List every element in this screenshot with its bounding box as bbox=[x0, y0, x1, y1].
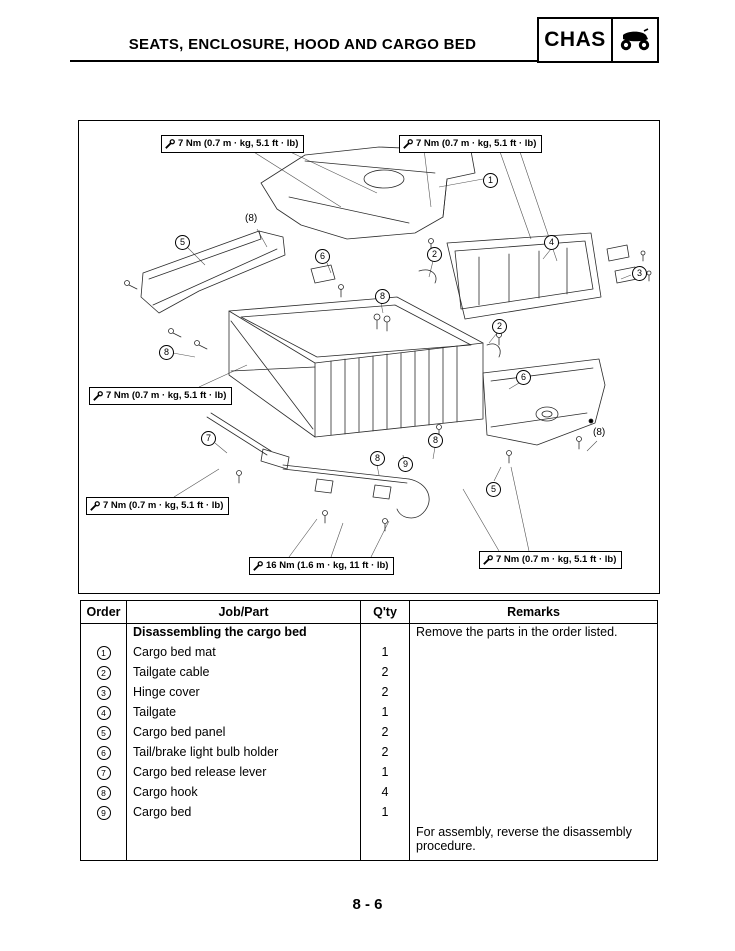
torque-value: 7 Nm (0.7 m · kg, 5.1 ft · lb) bbox=[106, 390, 227, 401]
table-row bbox=[81, 724, 658, 744]
table-row bbox=[81, 804, 658, 824]
qty-cell: 2 bbox=[361, 744, 410, 764]
job-cell: Tail/brake light bulb holder bbox=[127, 744, 361, 764]
col-header-order: Order bbox=[81, 601, 127, 624]
table-row bbox=[81, 784, 658, 804]
order-badge: 4 bbox=[97, 706, 111, 720]
torque-label-bottom-right bbox=[479, 551, 622, 569]
order-badge: 2 bbox=[97, 666, 111, 680]
torque-wrench-icon bbox=[92, 391, 103, 402]
callout-8: 8 bbox=[159, 345, 174, 360]
job-cell: Cargo hook bbox=[127, 784, 361, 804]
callout-8: 8 bbox=[370, 451, 385, 466]
job-cell: Tailgate cable bbox=[127, 664, 361, 684]
torque-value: 16 Nm (1.6 m · kg, 11 ft · lb) bbox=[266, 560, 389, 571]
chassis-icon bbox=[611, 19, 657, 61]
qty-cell: 2 bbox=[361, 664, 410, 684]
qty-cell: 1 bbox=[361, 704, 410, 724]
torque-label-mid-left bbox=[89, 387, 232, 405]
torque-value: 7 Nm (0.7 m · kg, 5.1 ft · lb) bbox=[103, 500, 224, 511]
col-header-qty: Q'ty bbox=[361, 601, 410, 624]
exploded-diagram-frame bbox=[78, 120, 660, 594]
col-header-remarks: Remarks bbox=[410, 601, 658, 624]
job-cell: Cargo bed bbox=[127, 804, 361, 824]
callout-8: 8 bbox=[428, 433, 443, 448]
callout-5: 5 bbox=[175, 235, 190, 250]
job-cell: Cargo bed release lever bbox=[127, 764, 361, 784]
torque-value: 7 Nm (0.7 m · kg, 5.1 ft · lb) bbox=[178, 138, 299, 149]
qty-cell: 2 bbox=[361, 724, 410, 744]
order-badge: 7 bbox=[97, 766, 111, 780]
callout-6: 6 bbox=[315, 249, 330, 264]
callout-3: 3 bbox=[632, 266, 647, 281]
job-cell: Cargo bed panel bbox=[127, 724, 361, 744]
callout-2: 2 bbox=[427, 247, 442, 262]
count-label-8: (8) bbox=[245, 213, 258, 224]
order-badge: 5 bbox=[97, 726, 111, 740]
callout-1: 1 bbox=[483, 173, 498, 188]
callout-7: 7 bbox=[201, 431, 216, 446]
chapter-box bbox=[537, 17, 659, 63]
chapter-label: CHAS bbox=[544, 28, 606, 51]
order-badge: 1 bbox=[97, 646, 111, 660]
torque-wrench-icon bbox=[482, 555, 493, 566]
table-footer-row bbox=[81, 824, 658, 861]
section-remark: Remove the parts in the order listed. bbox=[410, 624, 658, 645]
col-header-job: Job/Part bbox=[127, 601, 361, 624]
job-cell: Cargo bed mat bbox=[127, 644, 361, 664]
job-cell: Hinge cover bbox=[127, 684, 361, 704]
callout-6: 6 bbox=[516, 370, 531, 385]
torque-value: 7 Nm (0.7 m · kg, 5.1 ft · lb) bbox=[496, 554, 617, 565]
qty-cell: 1 bbox=[361, 644, 410, 664]
table-row bbox=[81, 764, 658, 784]
page-number: 8 - 6 bbox=[352, 896, 383, 913]
torque-label-top-left bbox=[161, 135, 304, 153]
torque-value: 7 Nm (0.7 m · kg, 5.1 ft · lb) bbox=[416, 138, 537, 149]
page-title: SEATS, ENCLOSURE, HOOD AND CARGO BED bbox=[128, 36, 477, 53]
exploded-diagram-art bbox=[125, 147, 652, 531]
table-row bbox=[81, 744, 658, 764]
order-badge: 9 bbox=[97, 806, 111, 820]
qty-cell: 2 bbox=[361, 684, 410, 704]
table-row bbox=[81, 704, 658, 724]
order-badge: 6 bbox=[97, 746, 111, 760]
parts-table bbox=[80, 600, 658, 861]
callout-2: 2 bbox=[492, 319, 507, 334]
callout-5: 5 bbox=[486, 482, 501, 497]
qty-cell: 4 bbox=[361, 784, 410, 804]
table-row bbox=[81, 664, 658, 684]
table-row bbox=[81, 684, 658, 704]
assembly-note: For assembly, reverse the disassembly procedure. bbox=[410, 824, 658, 861]
table-header-row bbox=[81, 601, 658, 624]
torque-wrench-icon bbox=[164, 139, 175, 150]
callout-4: 4 bbox=[544, 235, 559, 250]
table-row bbox=[81, 644, 658, 664]
torque-wrench-icon bbox=[402, 139, 413, 150]
table-section-row bbox=[81, 624, 658, 645]
torque-wrench-icon bbox=[252, 561, 263, 572]
order-badge: 3 bbox=[97, 686, 111, 700]
job-cell: Tailgate bbox=[127, 704, 361, 724]
torque-wrench-icon bbox=[89, 501, 100, 512]
order-badge: 8 bbox=[97, 786, 111, 800]
section-title: Disassembling the cargo bed bbox=[127, 624, 361, 645]
callout-9: 9 bbox=[398, 457, 413, 472]
torque-label-bottom-center bbox=[249, 557, 394, 575]
qty-cell: 1 bbox=[361, 764, 410, 784]
qty-cell: 1 bbox=[361, 804, 410, 824]
torque-label-lower-left bbox=[86, 497, 229, 515]
torque-label-top-right bbox=[399, 135, 542, 153]
callout-8: 8 bbox=[375, 289, 390, 304]
count-label-8: (8) bbox=[593, 427, 606, 438]
